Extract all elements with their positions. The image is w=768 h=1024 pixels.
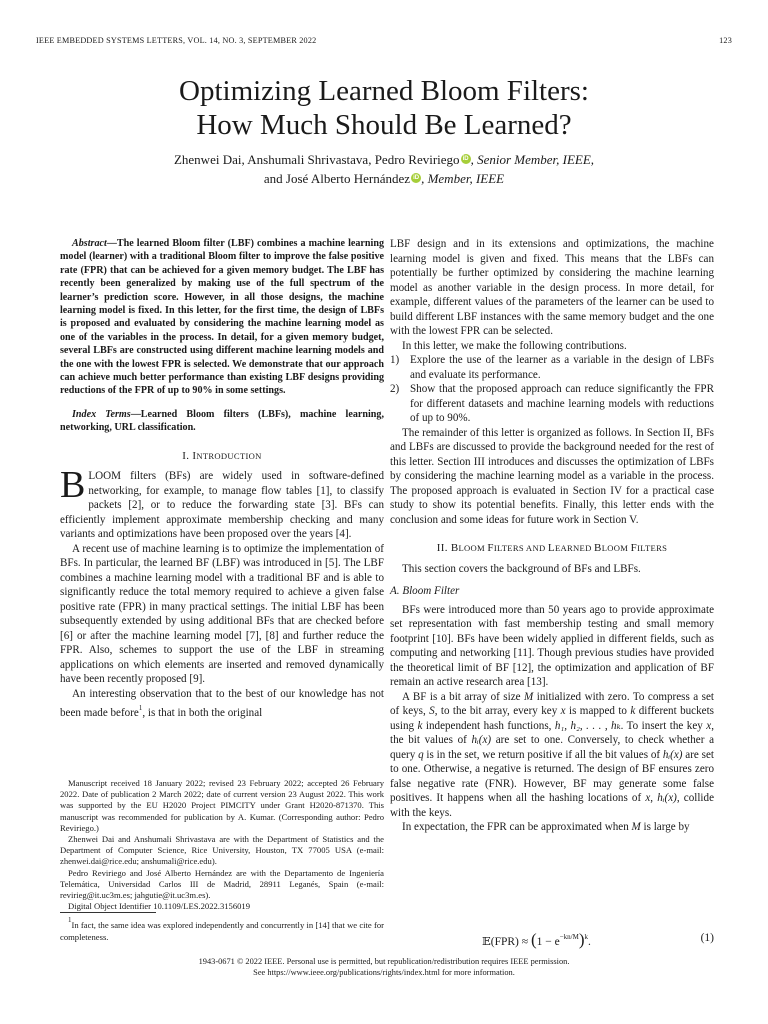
body-paragraph: The remainder of this letter is organized as follows. In Section II, BFs and LBFs are discussed to provide the background needed for the rest of this letter. Section III introduces and discusses the optimization of LBFs by considering the machine learning model as a variable in the process. The proposed approach is evaluated in Section IV for a practical case study to show its potential benefits. Finally, this letter ends with the conclusion and some ideas for future work in Section V. (390, 426, 714, 526)
title-line-2: How Much Should Be Learned? (196, 109, 572, 141)
footnote-doi: Digital Object Identifier 10.1109/LES.2022.3156019 (68, 901, 251, 912)
equation-body: 𝔼(FPR) ≈ $(1 - e^{-kn/M})^k$. (482, 930, 591, 949)
section-heading-introduction: I. INTRODUCTION (182, 449, 262, 462)
index-terms (60, 408, 384, 435)
intro-paragraph-1: BLOOM filters (BFs) are widely used in software-defined networking, for example, to manage flow tables [1], to classify packets [2], or to reduce the forwarding state [3]. BFs can efficiently implement approximate membership checking and many variants and optimizations have been proposed over the years [4]. (60, 464, 384, 541)
copyright-footer (0, 956, 768, 978)
index-terms-text: —Learned Bloom filters (LBFs), machine learning, networking, URL classification. (60, 408, 384, 434)
paper-title (0, 74, 768, 142)
author-names-1: Zhenwei Dai, Anshumali Shrivastava, Pedro Reviriego (173, 152, 460, 167)
copyright-line: 1943-0671 © 2022 IEEE. Personal use is permitted, but republication/redistribution requires IEEE permission. (198, 957, 570, 966)
right-column (390, 237, 714, 835)
body-paragraph: LBF design and in its extensions and optimizations, the machine learning model is given and fixed. This means that the LBFs can potentially be further optimized by considering the machine learning model as another variable in the design process. In more detail, for example, different values of the parameters of the learner can be used to build different LBF instances with the same memory budget and the one with the lowest FPR can be selected. (390, 238, 714, 337)
list-item: 2) Show that the proposed approach can reduce significantly the FPR for different datasets and machine learning models with reductions of up to 90%. (390, 383, 714, 424)
intro-paragraph-3: An interesting observation that to the best of our knowledge has not been made before$^1$, is that in both the original (60, 687, 384, 720)
page-number: 123 (719, 36, 732, 45)
footnote-manuscript: Manuscript received 18 January 2022; revised 23 February 2022; accepted 26 February 2022. Date of publication 2 March 2022; date of current version 23 August 2022. This work was supported by the EU H2020 Project PIMCITY under Grant H2020-871370. This manuscript was recommended for publication by A. Kumar. (Corresponding author: Pedro Reviriego.) (60, 778, 384, 833)
body-paragraph: In expectation, the FPR can be approximated when M is large by (402, 821, 690, 833)
drop-cap: B (60, 464, 86, 507)
author-role-1: , Senior Member, IEEE, (470, 152, 595, 167)
author-role-2: , Member, IEEE (421, 171, 505, 186)
author-list (0, 150, 768, 188)
equation-number: (1) (700, 932, 714, 944)
footnote-affiliation-1: Zhenwei Dai and Anshumali Shrivastava are with the Department of Statistics and the Department of Computer Science, Rice University, Houston, TX 77005 USA (e-mail: zhenwei.dai@rice.edu; anshumali@rice.edu). (60, 834, 384, 867)
section-heading-background: II. BLOOM FILTERS AND LEARNED BLOOM FILTERS (436, 542, 668, 554)
left-column (60, 237, 384, 721)
author-names-2: and José Alberto Hernández (263, 171, 411, 186)
body-paragraph: A BF is a bit array of size M initialized with zero. To compress a set of keys, S, to the bit array, every key x is mapped to k different buckets using k independent hash functions, h₁, h₂, . . . , hₖ. To insert the key x, the bit values of hᵢ(x) are set to one. Conversely, to check whether a query q is in the set, we return positive if all the bit values of hᵢ(x) are set to one. Otherwise, a negative is returned. The design of BF ensures zero false negative rate (FNR). However, BF may generate some false positives. It happens when all the hashing locations of x, hᵢ(x), collide with the keys. (390, 690, 714, 819)
journal-info: IEEE EMBEDDED SYSTEMS LETTERS, VOL. 14, NO. 3, SEPTEMBER 2022 (36, 36, 317, 45)
body-paragraph: This section covers the background of BFs and LBFs. (402, 562, 641, 575)
footnote-affiliation-2: Pedro Reviriego and José Alberto Hernández are with the Departamento de Ingeniería Telemática, Universidad Carlos III de Madrid, 28911 Leganés, Spain (e-mail: revirieg@it.uc3m.es; jahgutie@it.uc3m.es). (60, 867, 384, 901)
author-line-1 (0, 150, 768, 169)
body-paragraph: BFs were introduced more than 50 years ago to provide approximate set representation with fast membership testing and small memory footprint [10]. BFs have been widely applied in different fields, such as computing and networking [11]. Though previous studies have provided the theoretical limit of BF [12], the optimization and application of BF remain an active research area [13]. (390, 603, 714, 688)
abstract-label: Abstract (72, 238, 107, 249)
equation-1 (390, 928, 714, 950)
author-line-2 (0, 169, 768, 188)
orcid-icon[interactable]: iD (413, 175, 420, 181)
intro-paragraph-2: A recent use of machine learning is to optimize the implementation of BFs. In particular, the learned BF (LBF) was introduced in [5]. The LBF combines a machine learning model with a traditional BF and is able to significantly reduce the total memory required to achieve a given false positive rate (FPR) in many practical settings. The initial LBF has been subsequently extended by using additional BFs that are checked before [6] or after the machine learning model [7], [8] and further reduce the FPR. Also, schemes to support the use of the LBF in streaming applications on which elements are inserted and removed dynamically have been recently proposed [9]. (60, 542, 384, 686)
footnote-1: $^1$In fact, the same idea was explored independently and concurrently in [14] that we cite for completeness. (60, 916, 384, 942)
list-item: 1) Explore the use of the learner as a variable in the design of LBFs and evaluate its performance. (390, 354, 714, 381)
footnote-ref[interactable]: 1 (138, 704, 143, 713)
title-line-1: Optimizing Learned Bloom Filters: (179, 75, 589, 107)
footnotes (60, 778, 384, 943)
body-paragraph: In this letter, we make the following contributions. (402, 339, 627, 352)
footnote-rule (60, 912, 156, 913)
running-header (36, 36, 732, 45)
abstract-text: —The learned Bloom filter (LBF) combines a machine learning model (learner) with a traditional Bloom filter to improve the false positive rate (FPR) that can be achieved for a given memory budget. The LBF has recently been generalized by making use of the full spectrum of the learner’s prediction score. However, in all those designs, the machine learning model is fixed. In this letter, for the first time, the design of LBFs is proposed and evaluated by considering the machine learning model as one of the variables in the process. In detail, for a given memory budget, several LBFs are constructed using different machine learning models and the one with the lowest FPR is selected. We demonstrate that our approach can achieve much better performance than existing LBF designs providing reductions of the FPR of up to 90% in some settings. (60, 238, 384, 397)
orcid-icon[interactable]: iD (462, 156, 469, 162)
subsection-heading: A. Bloom Filter (390, 585, 460, 597)
abstract (60, 237, 384, 398)
contributions-list (390, 353, 714, 426)
rights-link-line[interactable]: See https://www.ieee.org/publications/rights/index.html for more information. (253, 968, 515, 977)
index-terms-label: Index Terms (72, 408, 131, 420)
